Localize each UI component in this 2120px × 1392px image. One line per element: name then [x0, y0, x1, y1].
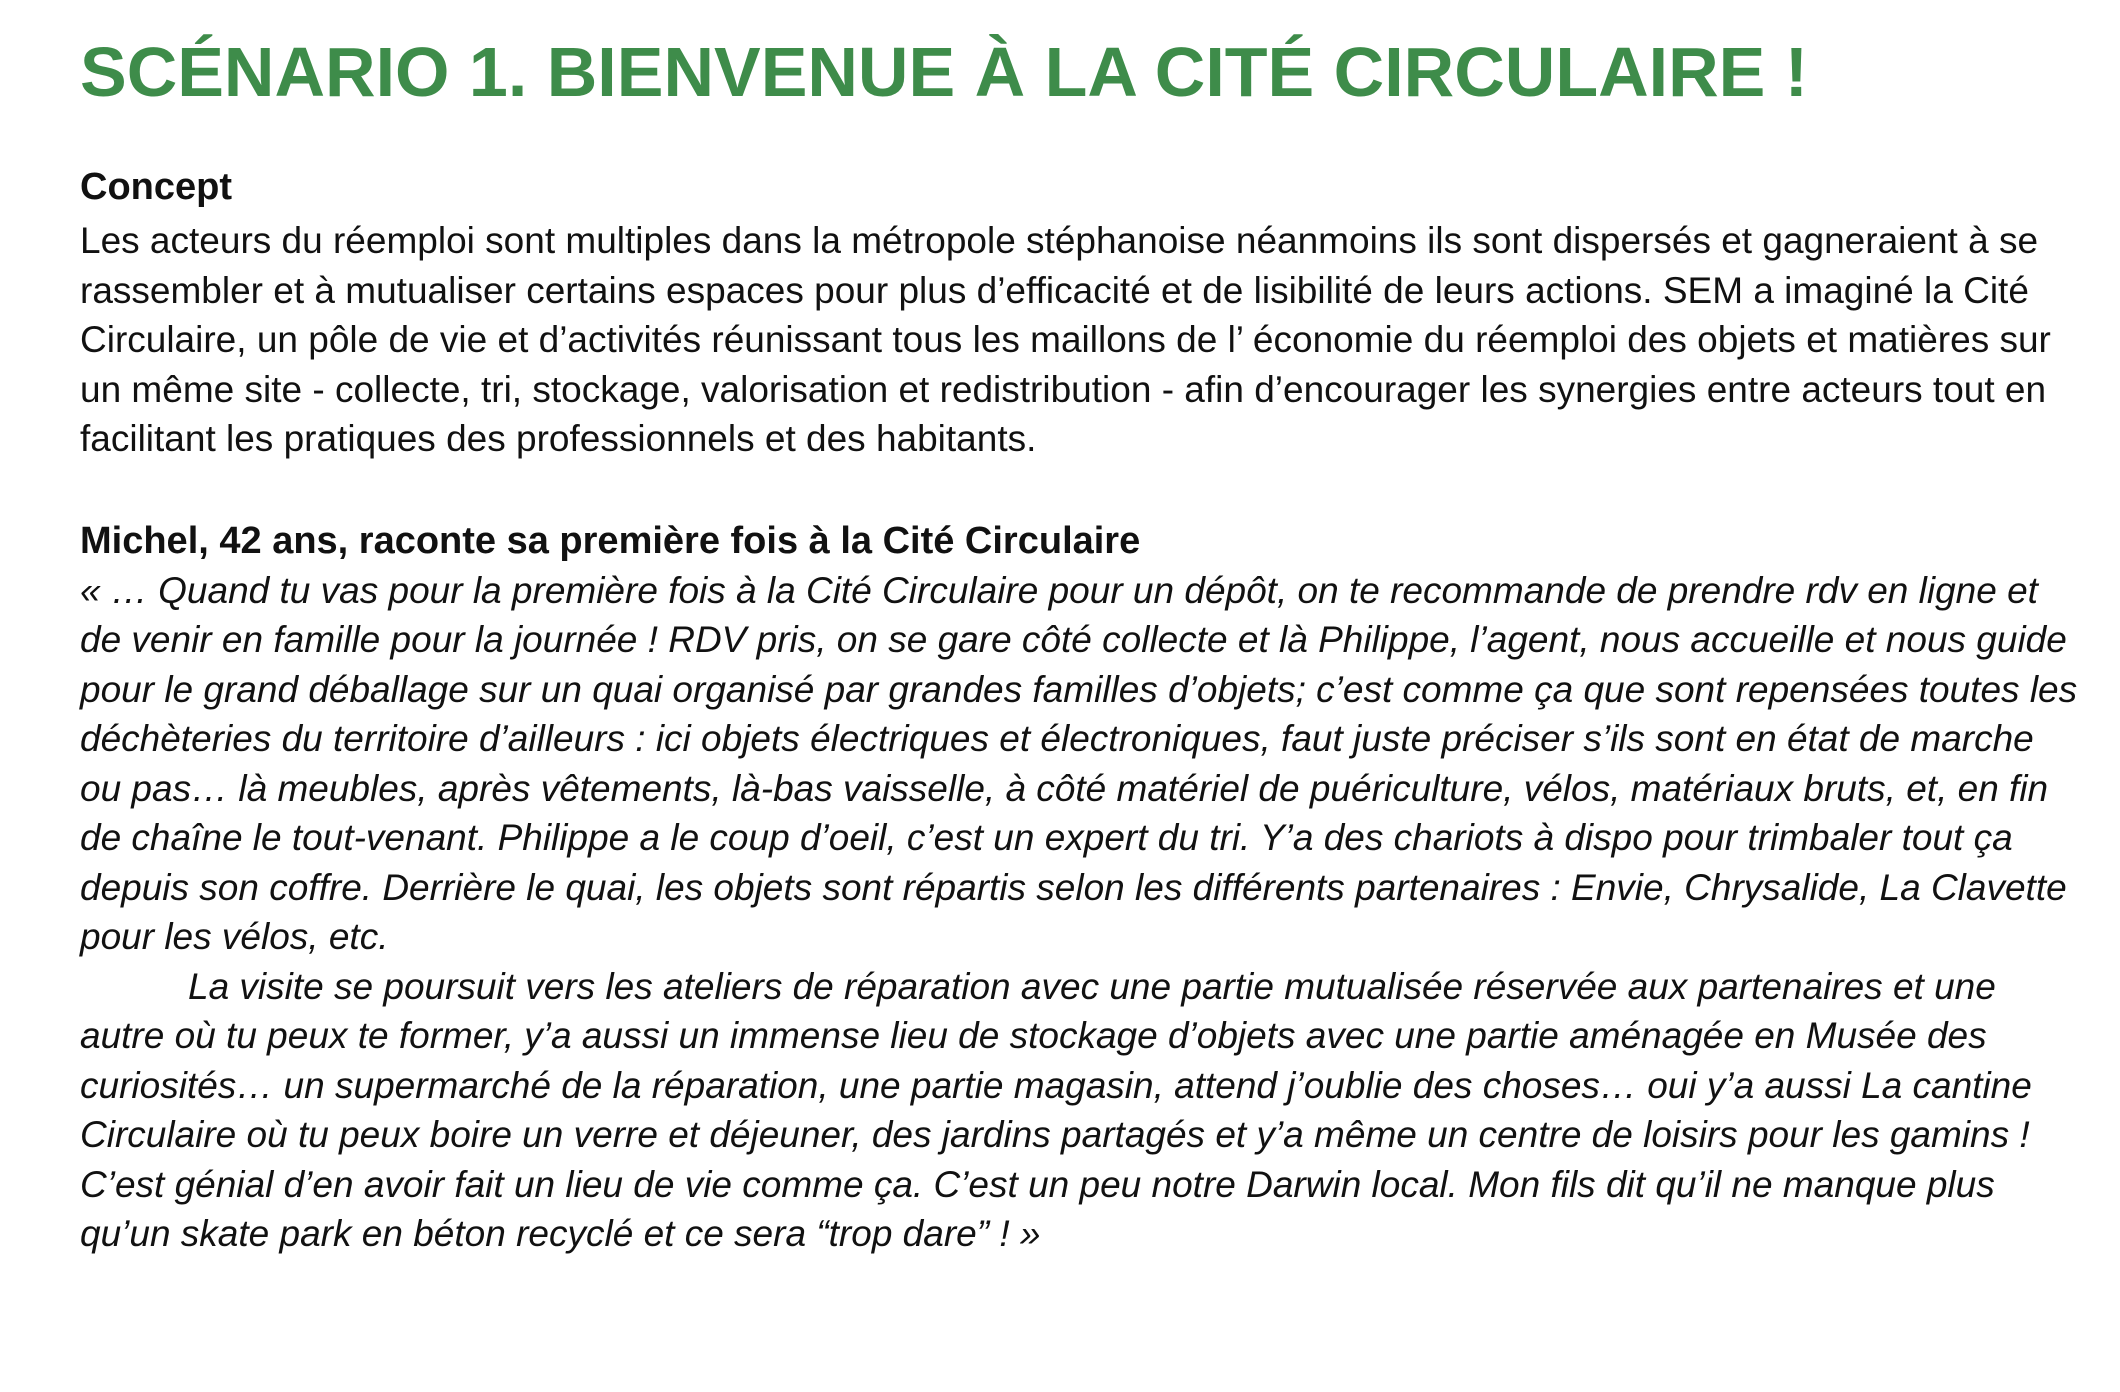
concept-body: Les acteurs du réemploi sont multiples dans la métropole stéphanoise néanmoins ils sont dispersés et gagneraient à se rassembler et à mutualiser certains espaces pour plus d’efficacité et de lisibilité de leurs actions. SEM a imaginé la Cité Circulaire, un pôle de vie et d’activités réunissant tous les maillons de l’ économie du réemploi des objets et matières sur un même site - collecte, tri, stockage, valorisation et redistribution - afin d’encourager les synergies entre acteurs tout en facilitant les pratiques des professionnels et des habitants. — [80, 220, 2051, 459]
page-title: SCÉNARIO 1. BIENVENUE À LA CITÉ CIRCULAIRE ! — [80, 33, 1809, 111]
concept-heading: Concept — [80, 166, 232, 208]
document-page — [80, 30, 2080, 1259]
testimony-paragraph-1: « … Quand tu vas pour la première fois à la Cité Circulaire pour un dépôt, on te recommande de prendre rdv en ligne et de venir en famille pour la journée ! RDV pris, on se gare côté collecte et là Philippe, l’agent, nous accueille et nous guide pour le grand déballage sur un quai organisé par grandes familles d’objets; c’est comme ça que sont repensées toutes les déchèteries du territoire d’ailleurs : ici objets électriques et électroniques, faut juste préciser s’ils sont en état de marche ou pas… là meubles, après vêtements, là-bas vaisselle, à côté matériel de puériculture, vélos, matériaux bruts, et, en fin de chaîne le tout-venant. Philippe a le coup d’oeil, c’est un expert du tri. Y’a des chariots à dispo pour trimbaler tout ça depuis son coffre. Derrière le quai, les objets sont répartis selon les différents partenaires : Envie, Chrysalide, La Clavette pour les vélos, etc. — [80, 569, 2078, 957]
testimony-heading: Michel, 42 ans, raconte sa première fois à la Cité Circulaire — [80, 519, 1141, 562]
testimony-paragraph-2: La visite se poursuit vers les ateliers de réparation avec une partie mutualisée réservée aux partenaires et une autre où tu peux te former, y’a aussi un immense lieu de stockage d’objets avec une partie aménagée en Musée des curiosités… un supermarché de la réparation, une partie magasin, attend j’oublie des choses… oui y’a aussi La cantine Circulaire où tu peux boire un verre et déjeuner, des jardins partagés et y’a même un centre de loisirs pour les gamins ! C’est génial d’en avoir fait un lieu de vie comme ça. C’est un peu notre Darwin local. Mon fils dit qu’il ne manque plus qu’un skate park en béton recyclé et ce sera “trop dare” ! » — [80, 965, 2032, 1254]
